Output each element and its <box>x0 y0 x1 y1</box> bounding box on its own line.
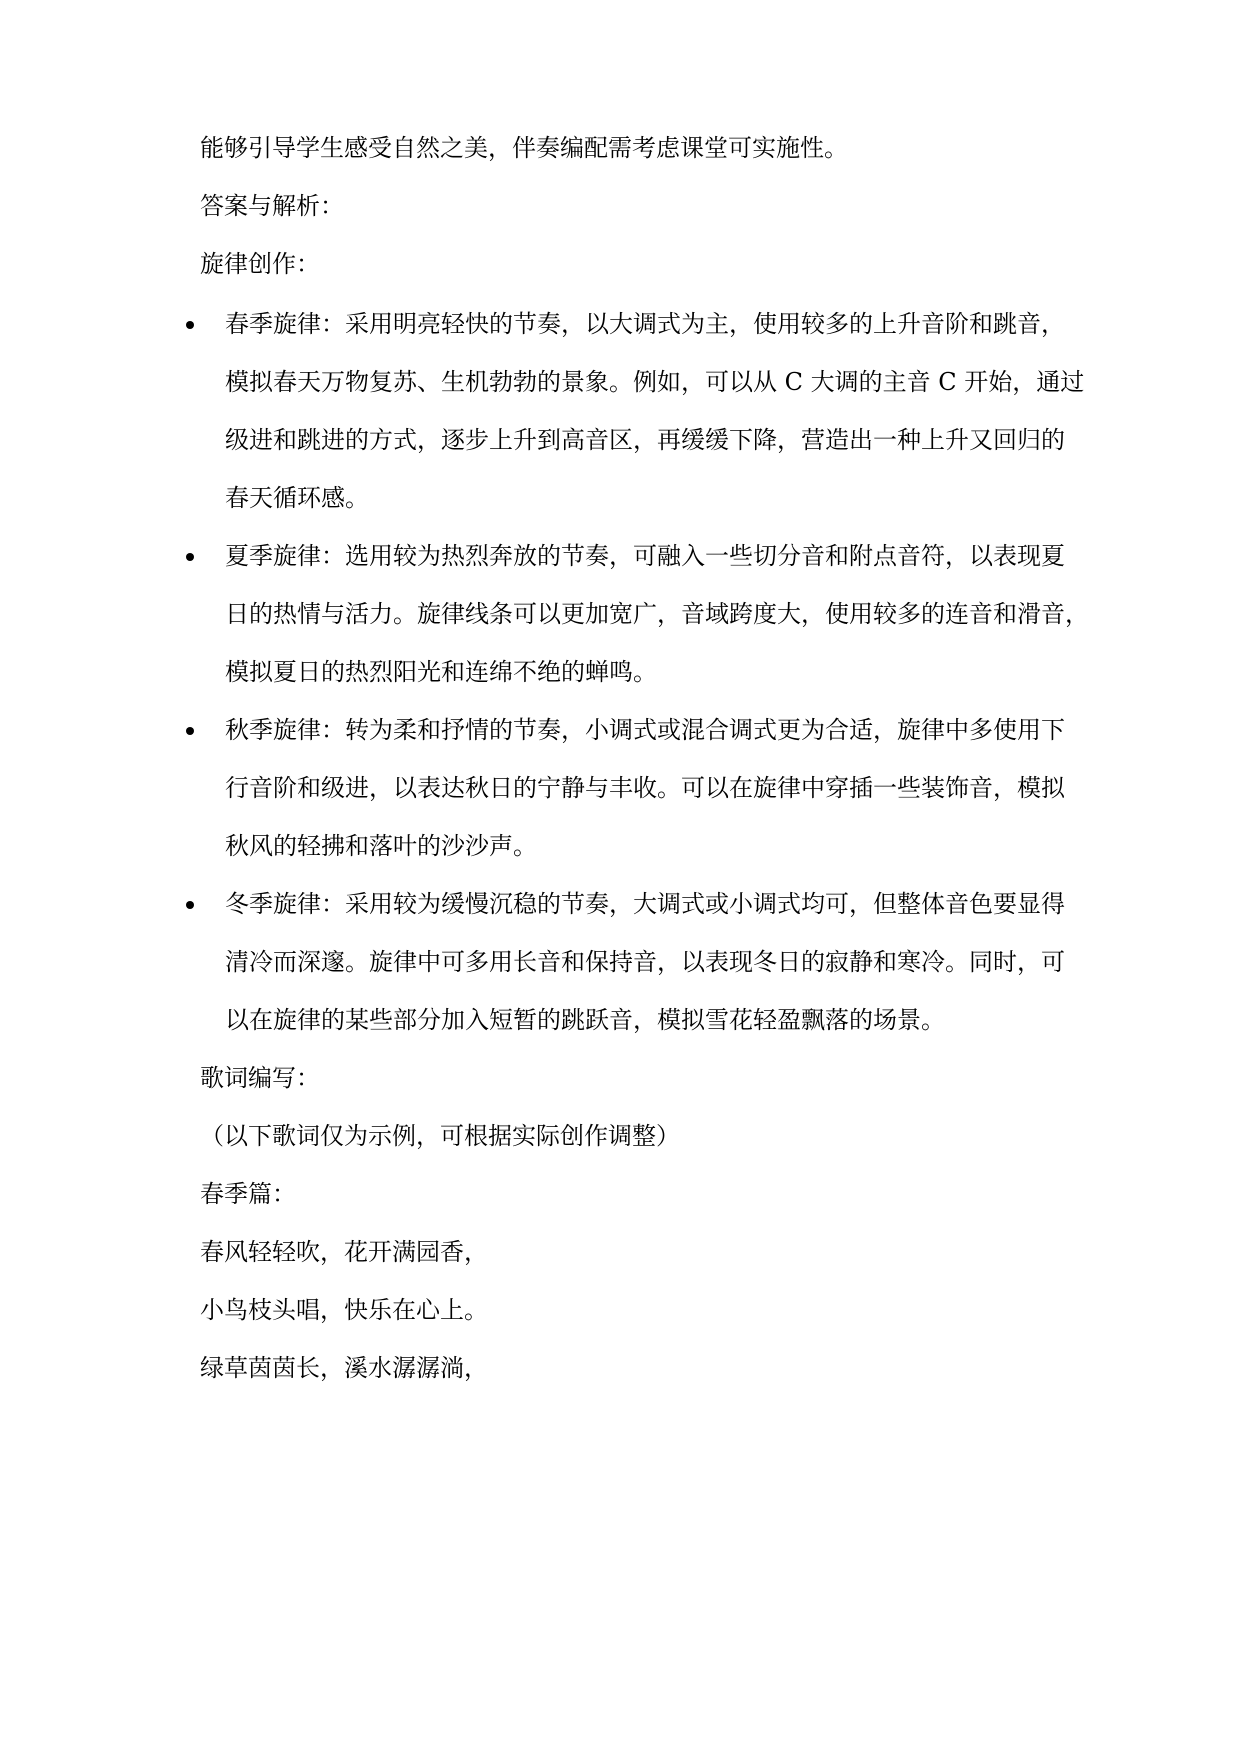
list-item-text: 春天循环感。 <box>225 484 369 512</box>
lyrics-heading: 歌词编写： <box>200 1064 320 1092</box>
spring-heading: 春季篇： <box>200 1180 296 1208</box>
list-item-text: 日的热情与活力。旋律线条可以更加宽广，音域跨度大，使用较多的连音和滑音， <box>225 600 1089 628</box>
intro-line: 能够引导学生感受自然之美，伴奏编配需考虑课堂可实施性。 <box>200 134 848 162</box>
bullet-icon <box>186 553 194 561</box>
lyric-line: 春风轻轻吹，花开满园香， <box>200 1238 488 1266</box>
list-item-text: 秋季旋律：转为柔和抒情的节奏，小调式或混合调式更为合适，旋律中多使用下 <box>225 716 1065 744</box>
list-item-text: 秋风的轻拂和落叶的沙沙声。 <box>225 832 537 860</box>
bullet-icon <box>186 901 194 909</box>
lyric-line: 绿草茵茵长，溪水潺潺淌， <box>200 1354 488 1382</box>
melody-heading: 旋律创作： <box>200 250 320 278</box>
list-item-text: 以在旋律的某些部分加入短暂的跳跃音，模拟雪花轻盈飘落的场景。 <box>225 1006 945 1034</box>
list-item <box>0 540 1241 572</box>
list-item-text: 春季旋律：采用明亮轻快的节奏，以大调式为主，使用较多的上升音阶和跳音， <box>225 310 1065 338</box>
list-item <box>0 308 1241 340</box>
list-item <box>0 714 1241 746</box>
list-item-text: 行音阶和级进，以表达秋日的宁静与丰收。可以在旋律中穿插一些装饰音，模拟 <box>225 774 1065 802</box>
list-item-text: 清冷而深邃。旋律中可多用长音和保持音，以表现冬日的寂静和寒冷。同时，可 <box>225 948 1065 976</box>
list-item-text: 模拟夏日的热烈阳光和连绵不绝的蝉鸣。 <box>225 658 657 686</box>
lyrics-note: （以下歌词仅为示例，可根据实际创作调整） <box>200 1122 680 1150</box>
lyric-line: 小鸟枝头唱，快乐在心上。 <box>200 1296 488 1324</box>
list-item-text: 级进和跳进的方式，逐步上升到高音区，再缓缓下降，营造出一种上升又回归的 <box>225 426 1065 454</box>
bullet-icon <box>186 321 194 329</box>
list-item-text: 冬季旋律：采用较为缓慢沉稳的节奏，大调式或小调式均可，但整体音色要显得 <box>225 890 1065 918</box>
list-item-text: 模拟春天万物复苏、生机勃勃的景象。例如，可以从 C 大调的主音 C 开始，通过 <box>225 368 1085 396</box>
answer-heading: 答案与解析： <box>200 192 344 220</box>
list-item <box>0 888 1241 920</box>
bullet-icon <box>186 727 194 735</box>
list-item-text: 夏季旋律：选用较为热烈奔放的节奏，可融入一些切分音和附点音符，以表现夏 <box>225 542 1065 570</box>
